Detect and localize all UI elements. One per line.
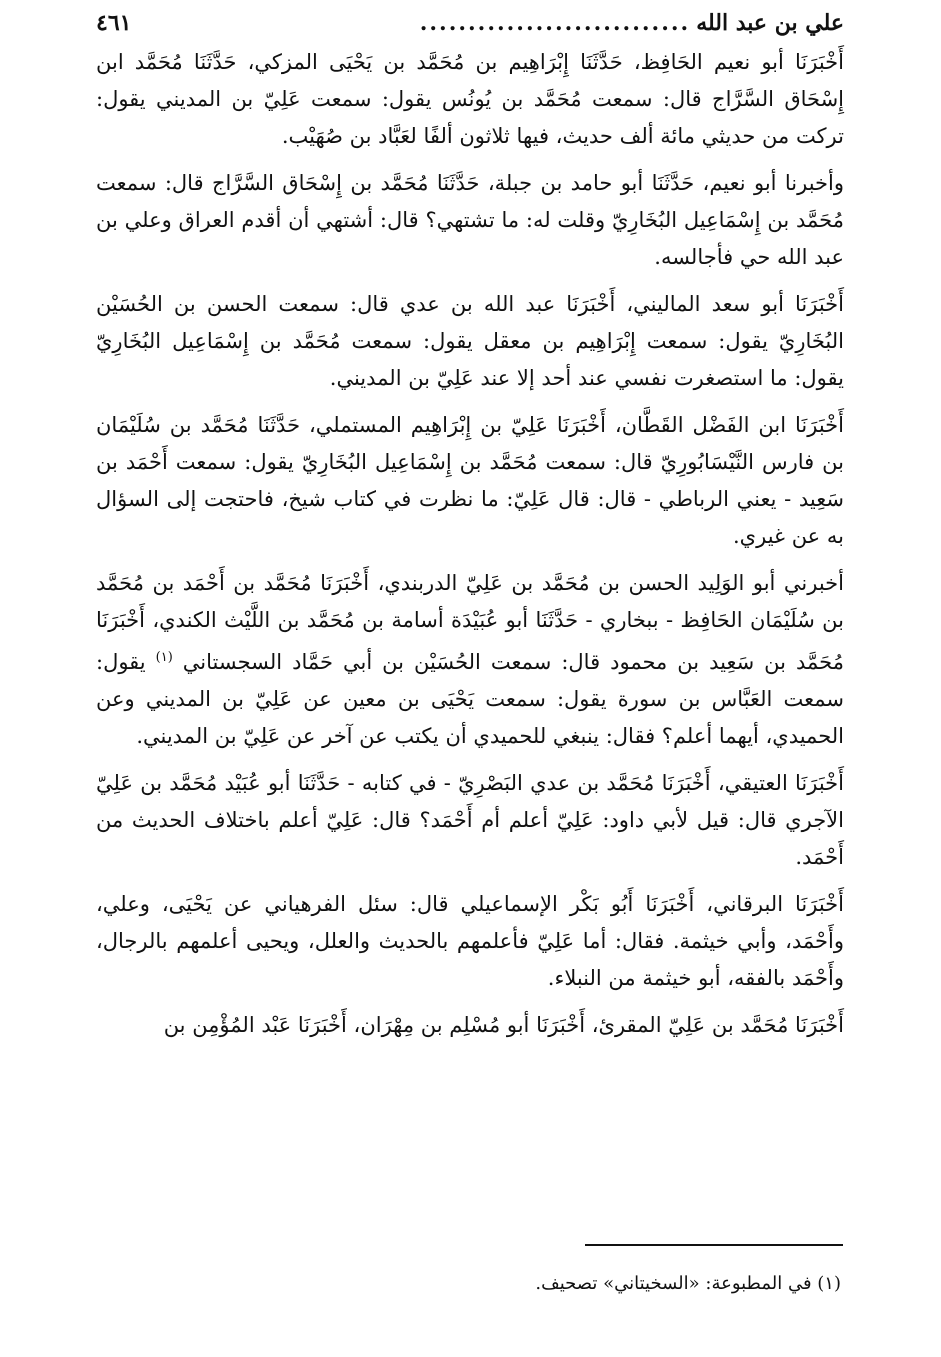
paragraph-5 bbox=[96, 565, 844, 755]
paragraph-6: أَخْبَرَنَا العتيقي، أَخْبَرَنَا مُحَمَّد بن عدي البَصْرِيّ - في كتابه - حَدَّثَنَا أبو عُبَيْد مُحَمَّد بن عَلِيّ الآجري قال: قيل لأبي داود: عَلِيّ أعلم أم أَحْمَد؟ قال: عَلِيّ أعلم باختلاف الحديث من أَحْمَد. bbox=[96, 771, 844, 869]
footnote-separator bbox=[585, 1244, 843, 1246]
page-number: ٤٦١ bbox=[96, 10, 132, 36]
footnote: (١) في المطبوعة: «السخيتاني» تصحيف. bbox=[535, 1273, 841, 1294]
book-page bbox=[96, 6, 844, 1054]
running-title: علي بن عبد الله bbox=[696, 10, 844, 36]
header-leader-dots: ............................ bbox=[419, 10, 691, 36]
page-body bbox=[96, 44, 844, 1044]
paragraph-5-text: أخبرني أبو الوَلِيد الحسن بن مُحَمَّد بن عَلِيّ الدربندي، أَخْبَرَنَا مُحَمَّد بن أَحْمَد بن مُحَمَّد بن سُلَيْمَان الحَافِظ - ببخاري - حَدَّثَنَا أبو عُبَيْدَة أسامة بن مُحَمَّد بن اللَّيْث الكندي، أَخْبَرَنَا مُحَمَّد بن سَعِيد بن محمود قال: سمعت الحُسَيْن بن أبي حَمَّاد السجستاني bbox=[96, 571, 844, 674]
paragraph-1: أَخْبَرَنَا أبو نعيم الحَافِظ، حَدَّثَنَا إِبْرَاهِيم بن مُحَمَّد بن يَحْيَى المزكي، حَدَّثَنَا مُحَمَّد ابن إِسْحَاق السَّرَّاج قال: سمعت مُحَمَّد بن يُونُس يقول: سمعت عَلِيّ بن المديني يقول: تركت من حديثي مائة ألف حديث، فيها ثلاثون ألفًا لعَبَّاد بن صُهَيْب. bbox=[96, 50, 844, 148]
paragraph-3: أَخْبَرَنَا أبو سعد الماليني، أَخْبَرَنَا عبد الله بن عدي قال: سمعت الحسن بن الحُسَيْن البُخَارِيّ يقول: سمعت إِبْرَاهِيم بن معقل يقول: سمعت مُحَمَّد بن إِسْمَاعِيل البُخَارِيّ يقول: ما استصغرت نفسي عند أحد إلا عند عَلِيّ بن المديني. bbox=[96, 292, 844, 390]
footnote-marker: (١) bbox=[155, 650, 173, 665]
paragraph-8: أَخْبَرَنَا مُحَمَّد بن عَلِيّ المقرئ، أَخْبَرَنَا أبو مُسْلِم بن مِهْرَان، أَخْبَرَنَا عَبْد المُؤْمِن بن bbox=[163, 1013, 844, 1037]
paragraph-7: أَخْبَرَنَا البرقاني، أَخْبَرَنَا أَبُو بَكْر الإسماعيلي قال: سئل الفرهياني عن يَحْيَى، وعلي، وأَحْمَد، وأبي خيثمة. فقال: أما عَلِيّ فأعلمهم بالحديث والعلل، ويحيى أعلمهم بالرجال، وأَحْمَد بالفقه، أبو خيثمة من النبلاء. bbox=[96, 892, 844, 990]
paragraph-2: وأخبرنا أبو نعيم، حَدَّثَنَا أبو حامد بن جبلة، حَدَّثَنَا مُحَمَّد بن إِسْحَاق السَّرَّاج قال: سمعت مُحَمَّد بن إِسْمَاعِيل البُخَارِيّ وقلت له: ما تشتهي؟ قال: أشتهي أن أقدم العراق وعلي بن عبد الله حي فأجالسه. bbox=[96, 171, 844, 269]
page-header bbox=[96, 6, 844, 40]
paragraph-4: أَخْبَرَنَا ابن الفَضْل القَطَّان، أَخْبَرَنَا عَلِيّ بن إِبْرَاهِيم المستملي، حَدَّثَنَا مُحَمَّد بن سُلَيْمَان بن فارس النَّيْسَابُورِيّ قال: سمعت مُحَمَّد بن إِسْمَاعِيل البُخَارِيّ يقول: سمعت أَحْمَد بن سَعِيد - يعني الرباطي - قال: قال عَلِيّ: ما نظرت في كتاب شيخ، فاحتجت إلى السؤال به عن غيري. bbox=[96, 413, 844, 548]
paragraph-5-rest: يقول: سمعت العَبَّاس بن سورة يقول: سمعت يَحْيَى بن معين عن عَلِيّ بن المديني وعن الحميدي، أيهما أعلم؟ فقال: ينبغي للحميدي أن يكتب عن آخر عن عَلِيّ بن المديني. bbox=[96, 650, 844, 748]
